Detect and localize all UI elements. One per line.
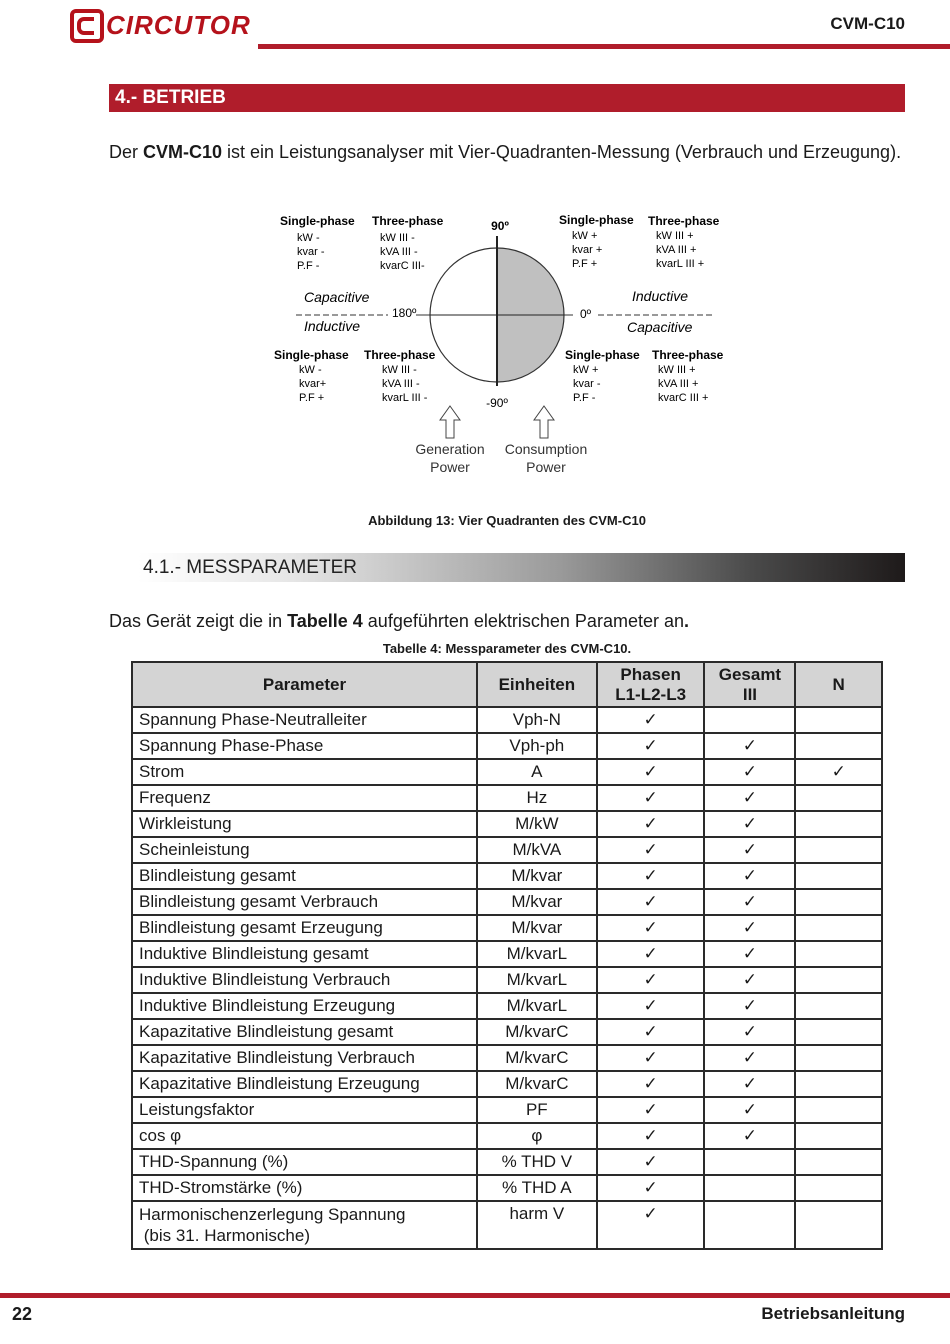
table-row [132, 811, 882, 837]
footer-rule [0, 1293, 950, 1298]
header-phasen [597, 662, 705, 707]
angle-90-label: 90º [491, 219, 509, 233]
header-rule [258, 44, 950, 49]
parameters-table [131, 661, 883, 1250]
table-row [132, 1071, 882, 1097]
table-row [132, 967, 882, 993]
header-gesamt-line2: III [742, 684, 758, 704]
n-check-cell [795, 1201, 882, 1249]
parameter-cell: THD-Stromstärke (%) [132, 1175, 477, 1201]
table-row [132, 1149, 882, 1175]
n-check-cell [795, 1045, 882, 1071]
right-inductive-label: Inductive [632, 288, 689, 304]
parameter-cell: Spannung Phase-Neutralleiter [132, 707, 477, 733]
table-row [132, 759, 882, 785]
n-check-cell [795, 1019, 882, 1045]
unit-cell: M/kvarC [477, 1071, 597, 1097]
section-title: 4.- BETRIEB [109, 84, 905, 112]
parameter-cell: Kapazitative Blindleistung Erzeugung [132, 1071, 477, 1097]
quadrant-bottom-right [565, 348, 724, 404]
unit-cell: A [477, 759, 597, 785]
gesamt-check-cell: ✓ [704, 915, 795, 941]
gesamt-check-cell: ✓ [704, 1019, 795, 1045]
generation-label-1: Generation [415, 441, 485, 457]
table-row [132, 733, 882, 759]
unit-cell: Hz [477, 785, 597, 811]
table-caption: Tabelle 4: Messparameter des CVM-C10. [382, 641, 632, 656]
table-row [132, 863, 882, 889]
right-capacitive-label: Capacitive [627, 319, 693, 335]
header-einheiten: Einheiten [477, 662, 597, 707]
table-body [132, 707, 882, 1249]
phasen-check-cell: ✓ [597, 1045, 705, 1071]
unit-cell: % THD V [477, 1149, 597, 1175]
para2-dot: . [683, 611, 689, 631]
phasen-check-cell: ✓ [597, 707, 705, 733]
gesamt-check-cell [704, 1149, 795, 1175]
phasen-check-cell: ✓ [597, 1175, 705, 1201]
unit-cell: % THD A [477, 1175, 597, 1201]
gesamt-check-cell: ✓ [704, 967, 795, 993]
parameter-cell: Scheinleistung [132, 837, 477, 863]
value-line: kvarC III + [658, 392, 709, 404]
value-line: kW + [573, 364, 599, 376]
phasen-check-cell: ✓ [597, 1097, 705, 1123]
angle-0-label: 0º [580, 307, 592, 321]
gesamt-check-cell: ✓ [704, 733, 795, 759]
table-row [132, 1201, 882, 1249]
value-line: kW III + [656, 230, 694, 242]
table-row [132, 837, 882, 863]
n-check-cell [795, 941, 882, 967]
n-check-cell [795, 1149, 882, 1175]
n-check-cell [795, 889, 882, 915]
quadrant-bottom-left [274, 348, 436, 404]
unit-cell: Vph-ph [477, 733, 597, 759]
gesamt-check-cell [704, 1175, 795, 1201]
value-line: kvarL III - [382, 392, 428, 404]
parameter-cell: Induktive Blindleistung Erzeugung [132, 993, 477, 1019]
gesamt-check-cell [704, 707, 795, 733]
unit-cell: M/kvarL [477, 993, 597, 1019]
n-check-cell [795, 1123, 882, 1149]
phasen-check-cell: ✓ [597, 1123, 705, 1149]
angle-180-label: 180º [392, 306, 417, 320]
document-code: CVM-C10 [830, 14, 905, 33]
table-row [132, 1123, 882, 1149]
phasen-check-cell: ✓ [597, 993, 705, 1019]
unit-cell: M/kvar [477, 863, 597, 889]
phasen-check-cell: ✓ [597, 785, 705, 811]
table-row [132, 1045, 882, 1071]
table-header-row [132, 662, 882, 707]
table-row [132, 889, 882, 915]
intro-text-1: Der [109, 142, 144, 162]
phasen-check-cell: ✓ [597, 1071, 705, 1097]
unit-cell: M/kvarC [477, 1045, 597, 1071]
parameter-cell [132, 1201, 477, 1249]
gesamt-check-cell: ✓ [704, 1071, 795, 1097]
phasen-check-cell: ✓ [597, 837, 705, 863]
header-gesamt [704, 662, 795, 707]
unit-cell: φ [477, 1123, 597, 1149]
value-line: kW III + [658, 364, 696, 376]
consumption-label-1: Consumption [504, 441, 588, 457]
parameter-cell: Blindleistung gesamt Verbrauch [132, 889, 477, 915]
n-check-cell [795, 1175, 882, 1201]
gesamt-check-cell: ✓ [704, 759, 795, 785]
parameter-cell: Blindleistung gesamt [132, 863, 477, 889]
n-check-cell [795, 967, 882, 993]
single-phase-header: Single-phase [559, 213, 634, 227]
phasen-check-cell: ✓ [597, 941, 705, 967]
unit-cell: harm V [477, 1201, 597, 1249]
table-intro-paragraph [109, 611, 689, 632]
unit-cell: M/kvar [477, 915, 597, 941]
phasen-check-cell: ✓ [597, 915, 705, 941]
phasen-check-cell: ✓ [597, 1019, 705, 1045]
value-line: P.F + [299, 392, 325, 404]
value-line: P.F - [297, 260, 320, 272]
footer-title: Betriebsanleitung [761, 1304, 905, 1323]
single-phase-header: Single-phase [280, 214, 355, 228]
single-phase-header: Single-phase [274, 348, 349, 362]
value-line: kVA III - [380, 246, 418, 258]
table-row [132, 1175, 882, 1201]
angle-minus-90-label: -90º [486, 396, 508, 410]
header-gesamt-line1: Gesamt [718, 664, 782, 684]
value-line: kvar - [297, 246, 325, 258]
parameter-cell: cos φ [132, 1123, 477, 1149]
value-line: P.F - [573, 392, 596, 404]
value-line: kvarL III + [656, 258, 705, 270]
table-row [132, 707, 882, 733]
phasen-check-cell: ✓ [597, 889, 705, 915]
table-row [132, 1019, 882, 1045]
unit-cell: M/kvarL [477, 967, 597, 993]
unit-cell: Vph-N [477, 707, 597, 733]
parameter-cell: Kapazitative Blindleistung Verbrauch [132, 1045, 477, 1071]
table-row [132, 915, 882, 941]
gesamt-check-cell: ✓ [704, 1045, 795, 1071]
value-line: kvarC III- [380, 260, 425, 272]
three-phase-header: Three-phase [648, 214, 720, 228]
parameter-cell: Leistungsfaktor [132, 1097, 477, 1123]
gesamt-check-cell: ✓ [704, 941, 795, 967]
n-check-cell [795, 1097, 882, 1123]
parameter-cell: Induktive Blindleistung gesamt [132, 941, 477, 967]
intro-paragraph [109, 140, 905, 164]
para2-bold: Tabelle 4 [287, 611, 363, 631]
unit-cell: M/kvarC [477, 1019, 597, 1045]
phasen-check-cell: ✓ [597, 1149, 705, 1175]
subsection-title: 4.1.- MESSPARAMETER [138, 553, 905, 582]
parameter-cell: Frequenz [132, 785, 477, 811]
intro-text-2: ist ein Leistungsanalyser mit Vier-Quadranten-Messung (Verbrauch und Erzeugung). [222, 142, 902, 162]
value-line: kvar+ [299, 378, 327, 390]
left-capacitive-label: Capacitive [304, 289, 370, 305]
value-line: kVA III + [658, 378, 699, 390]
para2-text-2: aufgeführten elektrischen Parameter an [362, 611, 684, 631]
gesamt-check-cell: ✓ [704, 785, 795, 811]
quadrant-top-right [559, 213, 720, 270]
gesamt-check-cell: ✓ [704, 863, 795, 889]
value-line: kW III - [382, 364, 417, 376]
page-number: 22 [12, 1304, 33, 1324]
gesamt-check-cell: ✓ [704, 1097, 795, 1123]
single-phase-header: Single-phase [565, 348, 640, 362]
parameter-cell: Spannung Phase-Phase [132, 733, 477, 759]
intro-bold: CVM-C10 [143, 142, 223, 162]
three-phase-header: Three-phase [364, 348, 436, 362]
figure-caption: Abbildung 13: Vier Quadranten des CVM-C10 [368, 513, 646, 528]
table-row [132, 941, 882, 967]
gesamt-check-cell: ✓ [704, 811, 795, 837]
n-check-cell [795, 733, 882, 759]
unit-cell: M/kVA [477, 837, 597, 863]
parameter-cell: Blindleistung gesamt Erzeugung [132, 915, 477, 941]
value-line: P.F + [572, 258, 598, 270]
parameter-line-2: (bis 31. Harmonische) [139, 1226, 311, 1245]
unit-cell: PF [477, 1097, 597, 1123]
phasen-check-cell: ✓ [597, 759, 705, 785]
quadrant-top-left [280, 214, 444, 272]
n-check-cell [795, 707, 882, 733]
value-line: kW + [572, 230, 598, 242]
n-check-cell [795, 785, 882, 811]
n-check-cell [795, 837, 882, 863]
phasen-check-cell: ✓ [597, 863, 705, 889]
n-check-cell [795, 1071, 882, 1097]
gesamt-check-cell: ✓ [704, 1123, 795, 1149]
n-check-cell [795, 993, 882, 1019]
n-check-cell [795, 863, 882, 889]
n-check-cell [795, 915, 882, 941]
value-line: kVA III - [382, 378, 420, 390]
header-phasen-line2: L1-L2-L3 [615, 684, 687, 704]
consumption-label-2: Power [526, 459, 566, 475]
value-line: kVA III + [656, 244, 697, 256]
unit-cell: M/kvarL [477, 941, 597, 967]
parameter-cell: Wirkleistung [132, 811, 477, 837]
three-phase-header: Three-phase [372, 214, 444, 228]
header-n: N [795, 662, 882, 707]
phasen-check-cell: ✓ [597, 733, 705, 759]
four-quadrant-diagram [268, 206, 738, 486]
phasen-check-cell: ✓ [597, 1201, 705, 1249]
parameter-line-1: Harmonischenzerlegung Spannung [139, 1205, 406, 1224]
value-line: kvar - [573, 378, 601, 390]
table-row [132, 993, 882, 1019]
consumption-arrow-icon [534, 406, 554, 438]
generation-arrow-icon [440, 406, 460, 438]
gesamt-check-cell: ✓ [704, 889, 795, 915]
value-line: kvar + [572, 244, 603, 256]
value-line: kW III - [380, 232, 415, 244]
parameter-cell: Strom [132, 759, 477, 785]
unit-cell: M/kW [477, 811, 597, 837]
header-phasen-line1: Phasen [620, 664, 681, 684]
value-line: kW - [299, 364, 322, 376]
left-inductive-label: Inductive [304, 318, 361, 334]
phasen-check-cell: ✓ [597, 811, 705, 837]
unit-cell: M/kvar [477, 889, 597, 915]
three-phase-header: Three-phase [652, 348, 724, 362]
table-row [132, 1097, 882, 1123]
phasen-check-cell: ✓ [597, 967, 705, 993]
generation-label-2: Power [430, 459, 470, 475]
n-check-cell [795, 811, 882, 837]
para2-text-1: Das Gerät zeigt die in [109, 611, 288, 631]
gesamt-check-cell [704, 1201, 795, 1249]
header-parameter: Parameter [132, 662, 477, 707]
value-line: kW - [297, 232, 320, 244]
gesamt-check-cell: ✓ [704, 993, 795, 1019]
n-check-cell: ✓ [795, 759, 882, 785]
parameter-cell: Induktive Blindleistung Verbrauch [132, 967, 477, 993]
brand-name: CIRCUTOR [106, 10, 251, 40]
table-row [132, 785, 882, 811]
gesamt-check-cell: ✓ [704, 837, 795, 863]
parameter-cell: Kapazitative Blindleistung gesamt [132, 1019, 477, 1045]
parameter-cell: THD-Spannung (%) [132, 1149, 477, 1175]
